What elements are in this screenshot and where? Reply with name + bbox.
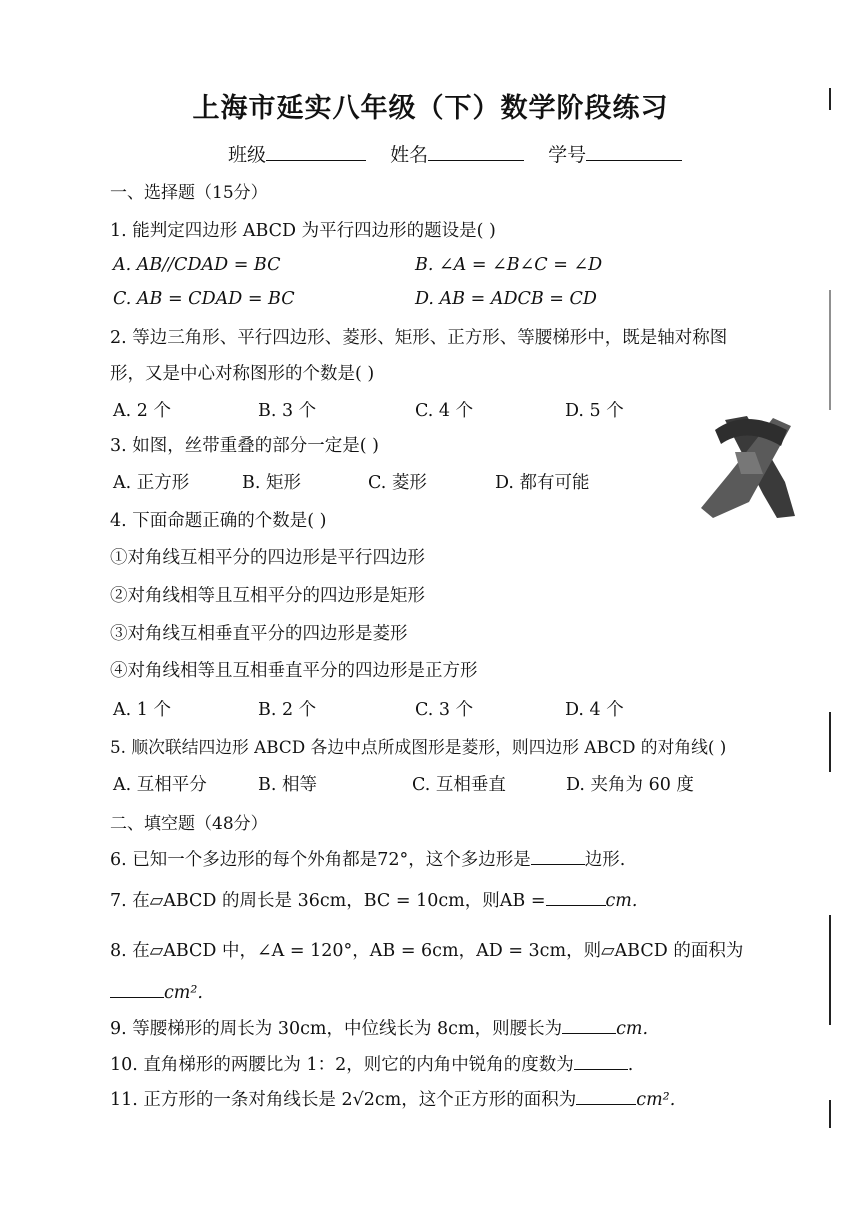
- class-label: 班级: [228, 144, 267, 166]
- q5-option-c: C. 互相垂直: [412, 775, 506, 795]
- q9: [110, 1015, 648, 1040]
- q4-option-d: D. 4 个: [565, 700, 624, 720]
- q4-stem: 4. 下面命题正确的个数是( ): [110, 511, 327, 531]
- q10-text: 10. 直角梯形的两腰比为 1：2，则它的内角中锐角的度数为: [110, 1055, 574, 1075]
- scan-edge-line: [829, 1100, 831, 1128]
- q9-suffix: cm.: [616, 1019, 649, 1039]
- q7: [110, 887, 637, 912]
- q11-answer-blank[interactable]: [576, 1090, 636, 1105]
- q7-suffix: cm.: [605, 891, 638, 911]
- class-blank[interactable]: [266, 142, 366, 161]
- q3-option-a: A. 正方形: [113, 473, 190, 493]
- q2-stem-line1: 2. 等边三角形、平行四边形、菱形、矩形、正方形、等腰梯形中，既是轴对称图: [110, 328, 728, 348]
- q1-option-a: A. AB//CDAD = BC: [113, 255, 281, 275]
- q4-statement-4: ④对角线相等且互相垂直平分的四边形是正方形: [110, 661, 478, 681]
- q5-option-a: A. 互相平分: [113, 775, 207, 795]
- q4-statement-2: ②对角线相等且互相平分的四边形是矩形: [110, 586, 425, 606]
- id-blank[interactable]: [586, 142, 682, 161]
- q10-suffix: .: [627, 1055, 634, 1075]
- q3-option-c: C. 菱形: [368, 473, 427, 493]
- q6-answer-blank[interactable]: [531, 850, 585, 865]
- q1-option-c: C. AB = CDAD = BC: [113, 289, 295, 309]
- scan-edge-line: [829, 915, 831, 1025]
- q2-option-b: B. 3 个: [258, 401, 317, 421]
- q1-option-d: D. AB = ADCB = CD: [415, 289, 597, 309]
- q5-option-b: B. 相等: [258, 775, 317, 795]
- q6-text: 6. 已知一个多边形的每个外角都是72°，这个多边形是: [110, 850, 531, 870]
- section-choice-heading: 一、选择题（15分）: [110, 183, 268, 203]
- scan-edge-line: [829, 88, 831, 110]
- section-fill-heading: 二、填空题（48分）: [110, 814, 268, 834]
- q4-option-a: A. 1 个: [113, 700, 171, 720]
- q10: [110, 1051, 633, 1076]
- q7-answer-blank[interactable]: [546, 891, 606, 906]
- q8-answer-blank[interactable]: [110, 983, 164, 998]
- q3-option-b: B. 矩形: [242, 473, 301, 493]
- name-blank[interactable]: [428, 142, 524, 161]
- page-title: 上海市延实八年级（下）数学阶段练习: [192, 93, 669, 124]
- q8-line1: 8. 在▱ABCD 中，∠A = 120°，AB = 6cm，AD = 3cm，则▱ABCD 的面积为: [110, 941, 744, 961]
- q7-text: 7. 在▱ABCD 的周长是 36cm，BC = 10cm，则AB =: [110, 891, 546, 911]
- scan-edge-line: [829, 290, 831, 410]
- q4-statement-1: ①对角线互相平分的四边形是平行四边形: [110, 548, 425, 568]
- q4-option-b: B. 2 个: [258, 700, 317, 720]
- q5-stem: 5. 顺次联结四边形 ABCD 各边中点所成图形是菱形，则四边形 ABCD 的对角线( ): [110, 737, 727, 757]
- q11-suffix: cm².: [636, 1090, 676, 1110]
- q11: [110, 1086, 675, 1111]
- q9-answer-blank[interactable]: [562, 1019, 616, 1034]
- q2-stem-line2: 形，又是中心对称图形的个数是( ): [110, 364, 375, 384]
- student-info-fields: [228, 140, 682, 167]
- q4-statement-3: ③对角线互相垂直平分的四边形是菱形: [110, 624, 408, 644]
- ribbon-figure-icon: [695, 412, 805, 524]
- id-label: 学号: [548, 144, 587, 166]
- q3-stem: 3. 如图，丝带重叠的部分一定是( ): [110, 436, 379, 456]
- q2-option-d: D. 5 个: [565, 401, 624, 421]
- q6-suffix: 边形.: [584, 850, 626, 870]
- q8-suffix: cm².: [164, 983, 203, 1003]
- name-label: 姓名: [390, 144, 429, 166]
- q5-option-d: D. 夹角为 60 度: [566, 775, 694, 795]
- q10-answer-blank[interactable]: [574, 1055, 628, 1070]
- q9-text: 9. 等腰梯形的周长为 30cm，中位线长为 8cm，则腰长为: [110, 1019, 563, 1039]
- q1-option-b: B. ∠A = ∠B∠C = ∠D: [415, 255, 603, 275]
- q6: [110, 846, 625, 871]
- q11-text: 11. 正方形的一条对角线长是 2√2cm，这个正方形的面积为: [110, 1090, 577, 1110]
- q3-option-d: D. 都有可能: [495, 473, 590, 493]
- q1-stem: 1. 能判定四边形 ABCD 为平行四边形的题设是( ): [110, 221, 496, 241]
- scan-edge-line: [829, 712, 831, 772]
- q8-line2: [110, 983, 203, 1003]
- q2-option-a: A. 2 个: [113, 401, 171, 421]
- q4-option-c: C. 3 个: [415, 700, 474, 720]
- q2-option-c: C. 4 个: [415, 401, 474, 421]
